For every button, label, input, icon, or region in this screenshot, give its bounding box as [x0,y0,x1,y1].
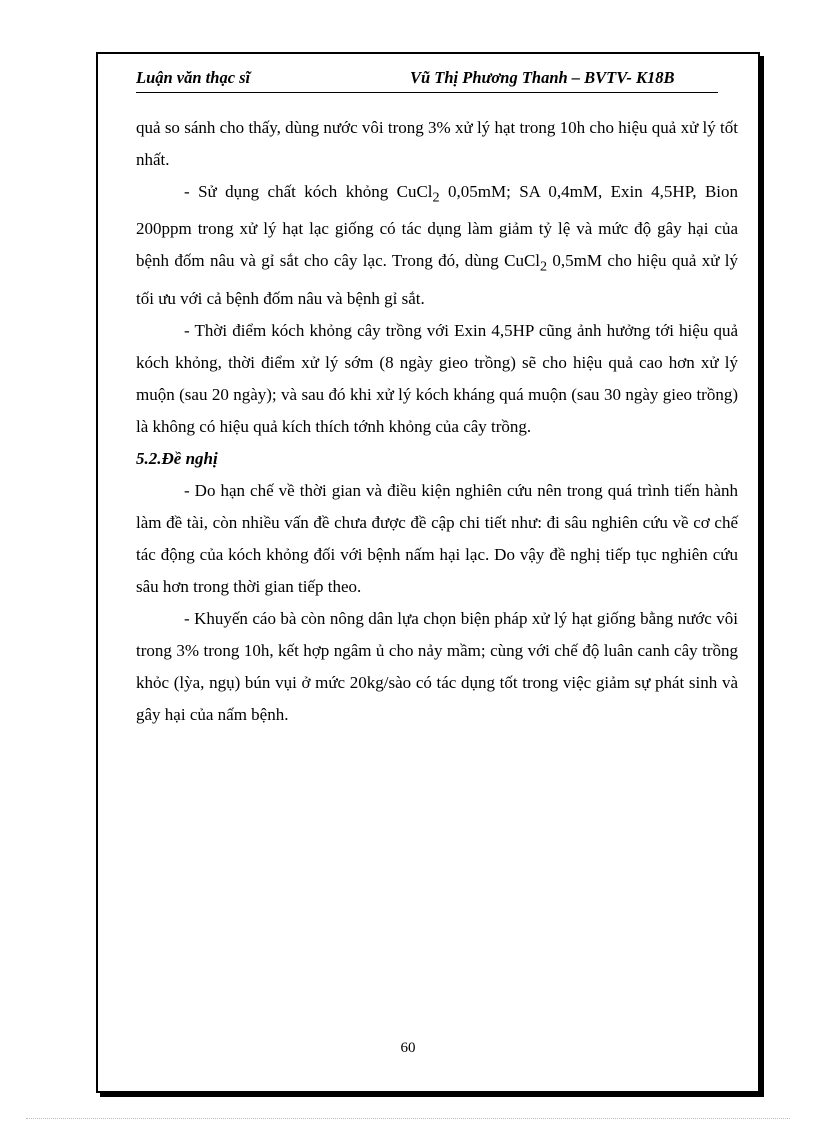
paragraph-text: 0,5mM cho hiệu quả xử lý tối ưu với cả bệnh đốm nâu và bệnh gỉ sắt. [136,251,738,308]
paragraph-elicitor-treatment [136,176,738,315]
paragraph-recommendation-1: - Do hạn chế về thời gian và điều kiện nghiên cứu nên trong quá trình tiến hành làm đề tài, còn nhiều vấn đề chưa được đề cập chi tiết như: đi sâu nghiên cứu về cơ chế tác động của kóch khỏng đối với bệnh nấm hại lạc. Do vậy đề nghị tiếp tục nghiên cứu sâu hơn trong thời gian tiếp theo. [136,480,738,596]
paragraph-recommendation-2: - Khuyến cáo bà còn nông dân lựa chọn biện pháp xử lý hạt giống bằng nước vôi trong 3% trong 10h, kết hợp ngâm ủ cho nảy mầm; cùng với chế độ luân canh cây trồng khỏc (lỳa, ngụ) bún vụi ở mức 20kg/sào có tác dụng tốt trong việc giảm sự phát sinh và gây hại của nấm bệnh. [136,608,738,724]
header-author: Vũ Thị Phương Thanh – BVTV- K18B [410,68,675,87]
page-number: 60 [400,1040,416,1056]
paragraph-text: 0,05mM; SA 0,4mM, Exin 4,5HP, Bion 200ppm trong xử lý hạt lạc giống có tác dụng làm giảm tỷ lệ và mức độ gây hại của bệnh đốm nâu và gỉ sắt cho cây lạc. Trong đó, dùng CuCl [136,182,739,271]
paragraph-conclusion-continued: quả so sánh cho thấy, dùng nước vôi trong 3% xử lý hạt trong 10h cho hiệu quả xử lý tốt nhất. [136,118,738,169]
subscript: 2 [432,189,440,206]
subscript: 2 [540,258,548,275]
page-bottom-divider [26,1118,790,1119]
paragraph-text: - Sử dụng chất kóch khỏng CuCl [184,182,433,201]
section-heading: 5.2.Đề nghị [136,448,218,468]
paragraph-timing: - Thời điểm kóch khỏng cây trồng với Exin 4,5HP cũng ảnh hưởng tới hiệu quả kóch khỏng, thời điểm xử lý sớm (8 ngày gieo trồng) sẽ cho hiệu quả cao hơn xử lý muộn (sau 20 ngày); và sau đó khi xử lý kóch kháng quá muộn (sau 30 ngày gieo trồng) là không có hiệu quả kích thích tớnh khỏng của cây trồng. [136,320,738,436]
page-header [136,66,718,93]
header-thesis-type: Luận văn thạc sĩ [136,68,251,87]
document-body [136,112,738,731]
